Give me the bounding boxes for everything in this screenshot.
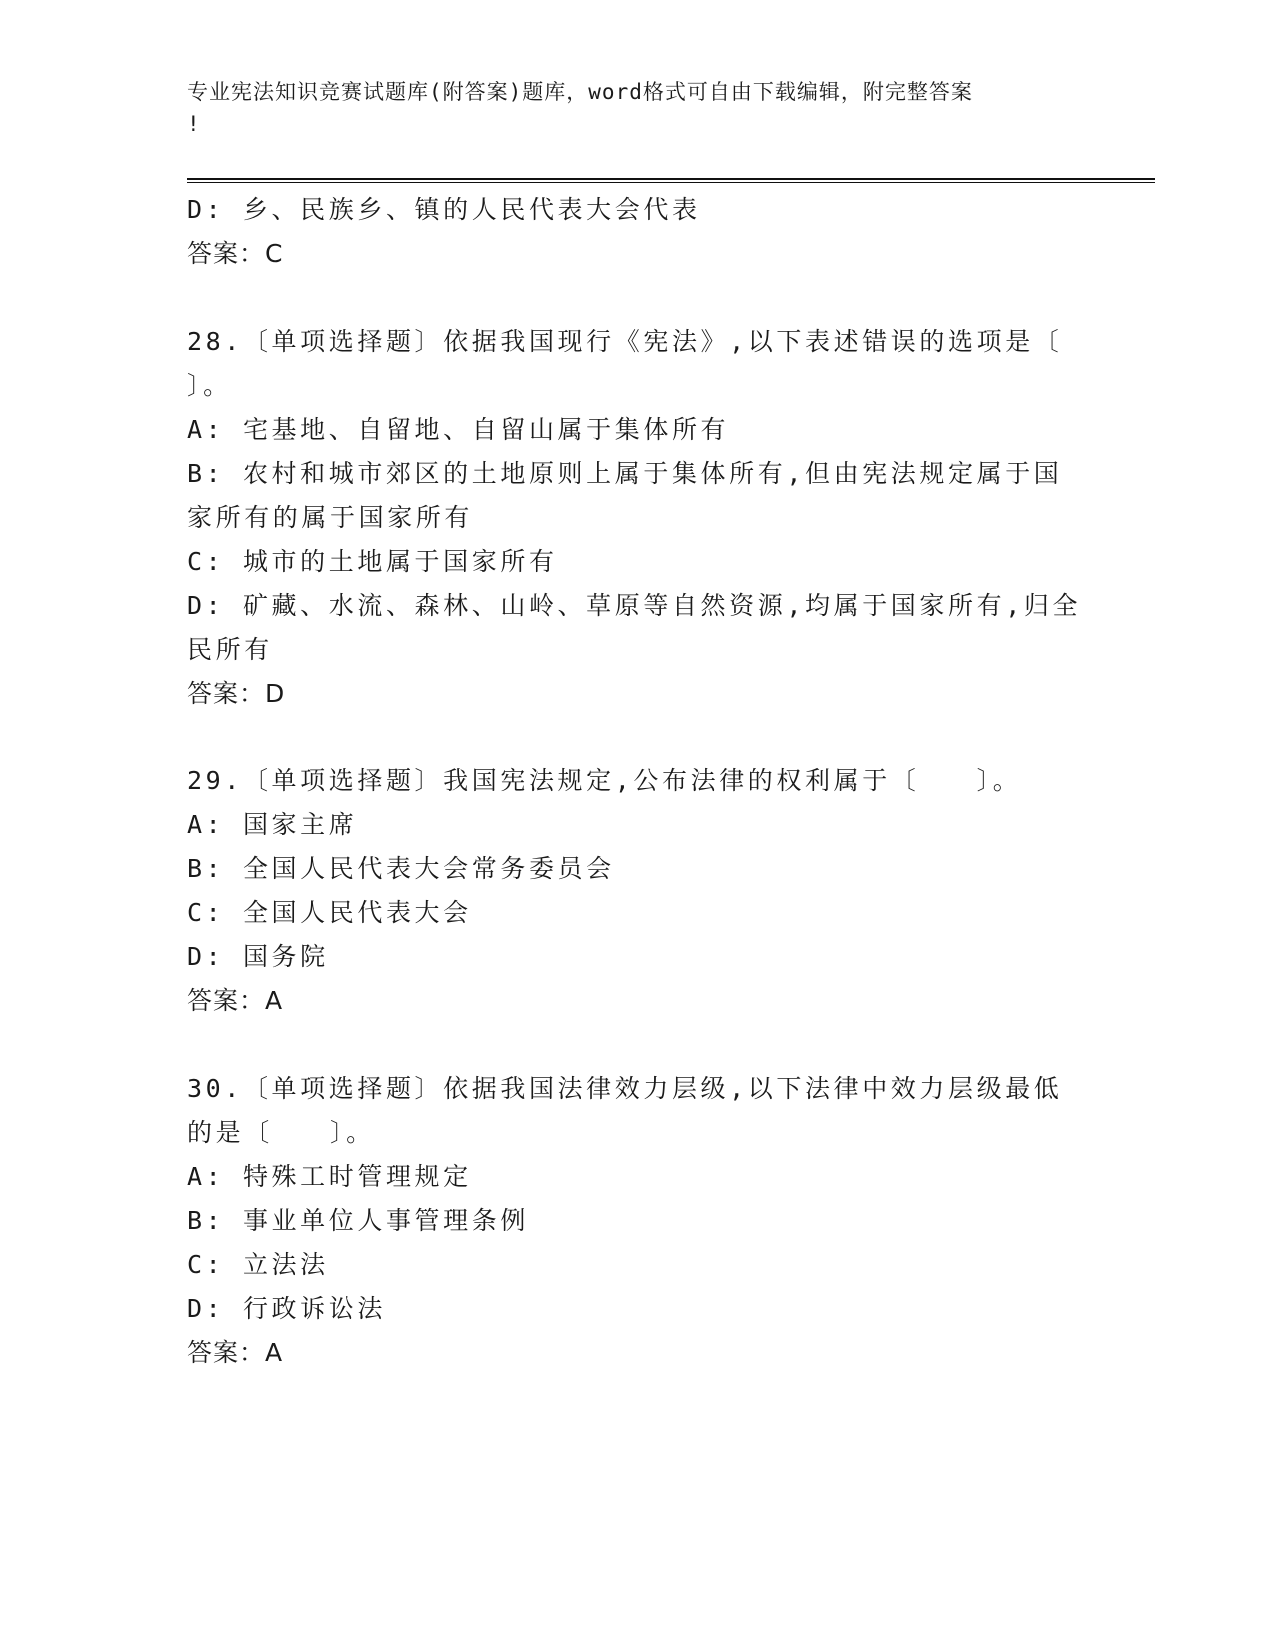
q30-option-a: A: 特殊工时管理规定 bbox=[187, 1162, 472, 1191]
header-title-line1: 专业宪法知识竞赛试题库(附答案)题库，word格式可自由下载编辑，附完整答案 bbox=[187, 80, 973, 104]
q28-option-d-line1: D: 矿藏、水流、森林、山岭、草原等自然资源,均属于国家所有,归全 bbox=[187, 591, 1082, 620]
q29-answer: 答案：A bbox=[187, 986, 284, 1015]
q29-stem-line1: 29.〔单项选择题〕我国宪法规定,公布法律的权利属于〔 〕。 bbox=[187, 766, 1022, 795]
q28-stem-line1: 28.〔单项选择题〕依据我国现行《宪法》,以下表述错误的选项是〔 bbox=[187, 327, 1063, 356]
q30-answer: 答案：A bbox=[187, 1338, 284, 1367]
header-divider-top bbox=[187, 178, 1155, 180]
q28-option-b-line2: 家所有的属于国家所有 bbox=[187, 503, 474, 532]
q28-answer: 答案：D bbox=[187, 679, 286, 708]
q29-option-a: A: 国家主席 bbox=[187, 810, 358, 839]
q30-option-d: D: 行政诉讼法 bbox=[187, 1294, 386, 1323]
q28-option-a: A: 宅基地、自留地、自留山属于集体所有 bbox=[187, 415, 730, 444]
q28-option-c: C: 城市的土地属于国家所有 bbox=[187, 547, 558, 576]
document-header bbox=[187, 76, 1067, 140]
q29-option-b: B: 全国人民代表大会常务委员会 bbox=[187, 854, 615, 883]
header-title-line2: ! bbox=[187, 112, 201, 136]
q28-option-b-line1: B: 农村和城市郊区的土地原则上属于集体所有,但由宪法规定属于国 bbox=[187, 459, 1063, 488]
prev-answer: 答案：C bbox=[187, 239, 284, 268]
q30-stem-line2: 的是〔 〕。 bbox=[187, 1118, 375, 1147]
q29-option-c: C: 全国人民代表大会 bbox=[187, 898, 472, 927]
header-divider-bottom bbox=[187, 182, 1155, 183]
q28-stem-line2: 〕。 bbox=[187, 371, 232, 400]
q28-option-d-line2: 民所有 bbox=[187, 635, 273, 664]
q30-option-c: C: 立法法 bbox=[187, 1250, 329, 1279]
q30-stem-line1: 30.〔单项选择题〕依据我国法律效力层级,以下法律中效力层级最低 bbox=[187, 1074, 1063, 1103]
prev-option-d: D: 乡、民族乡、镇的人民代表大会代表 bbox=[187, 195, 701, 224]
q29-option-d: D: 国务院 bbox=[187, 942, 329, 971]
q30-option-b: B: 事业单位人事管理条例 bbox=[187, 1206, 529, 1235]
